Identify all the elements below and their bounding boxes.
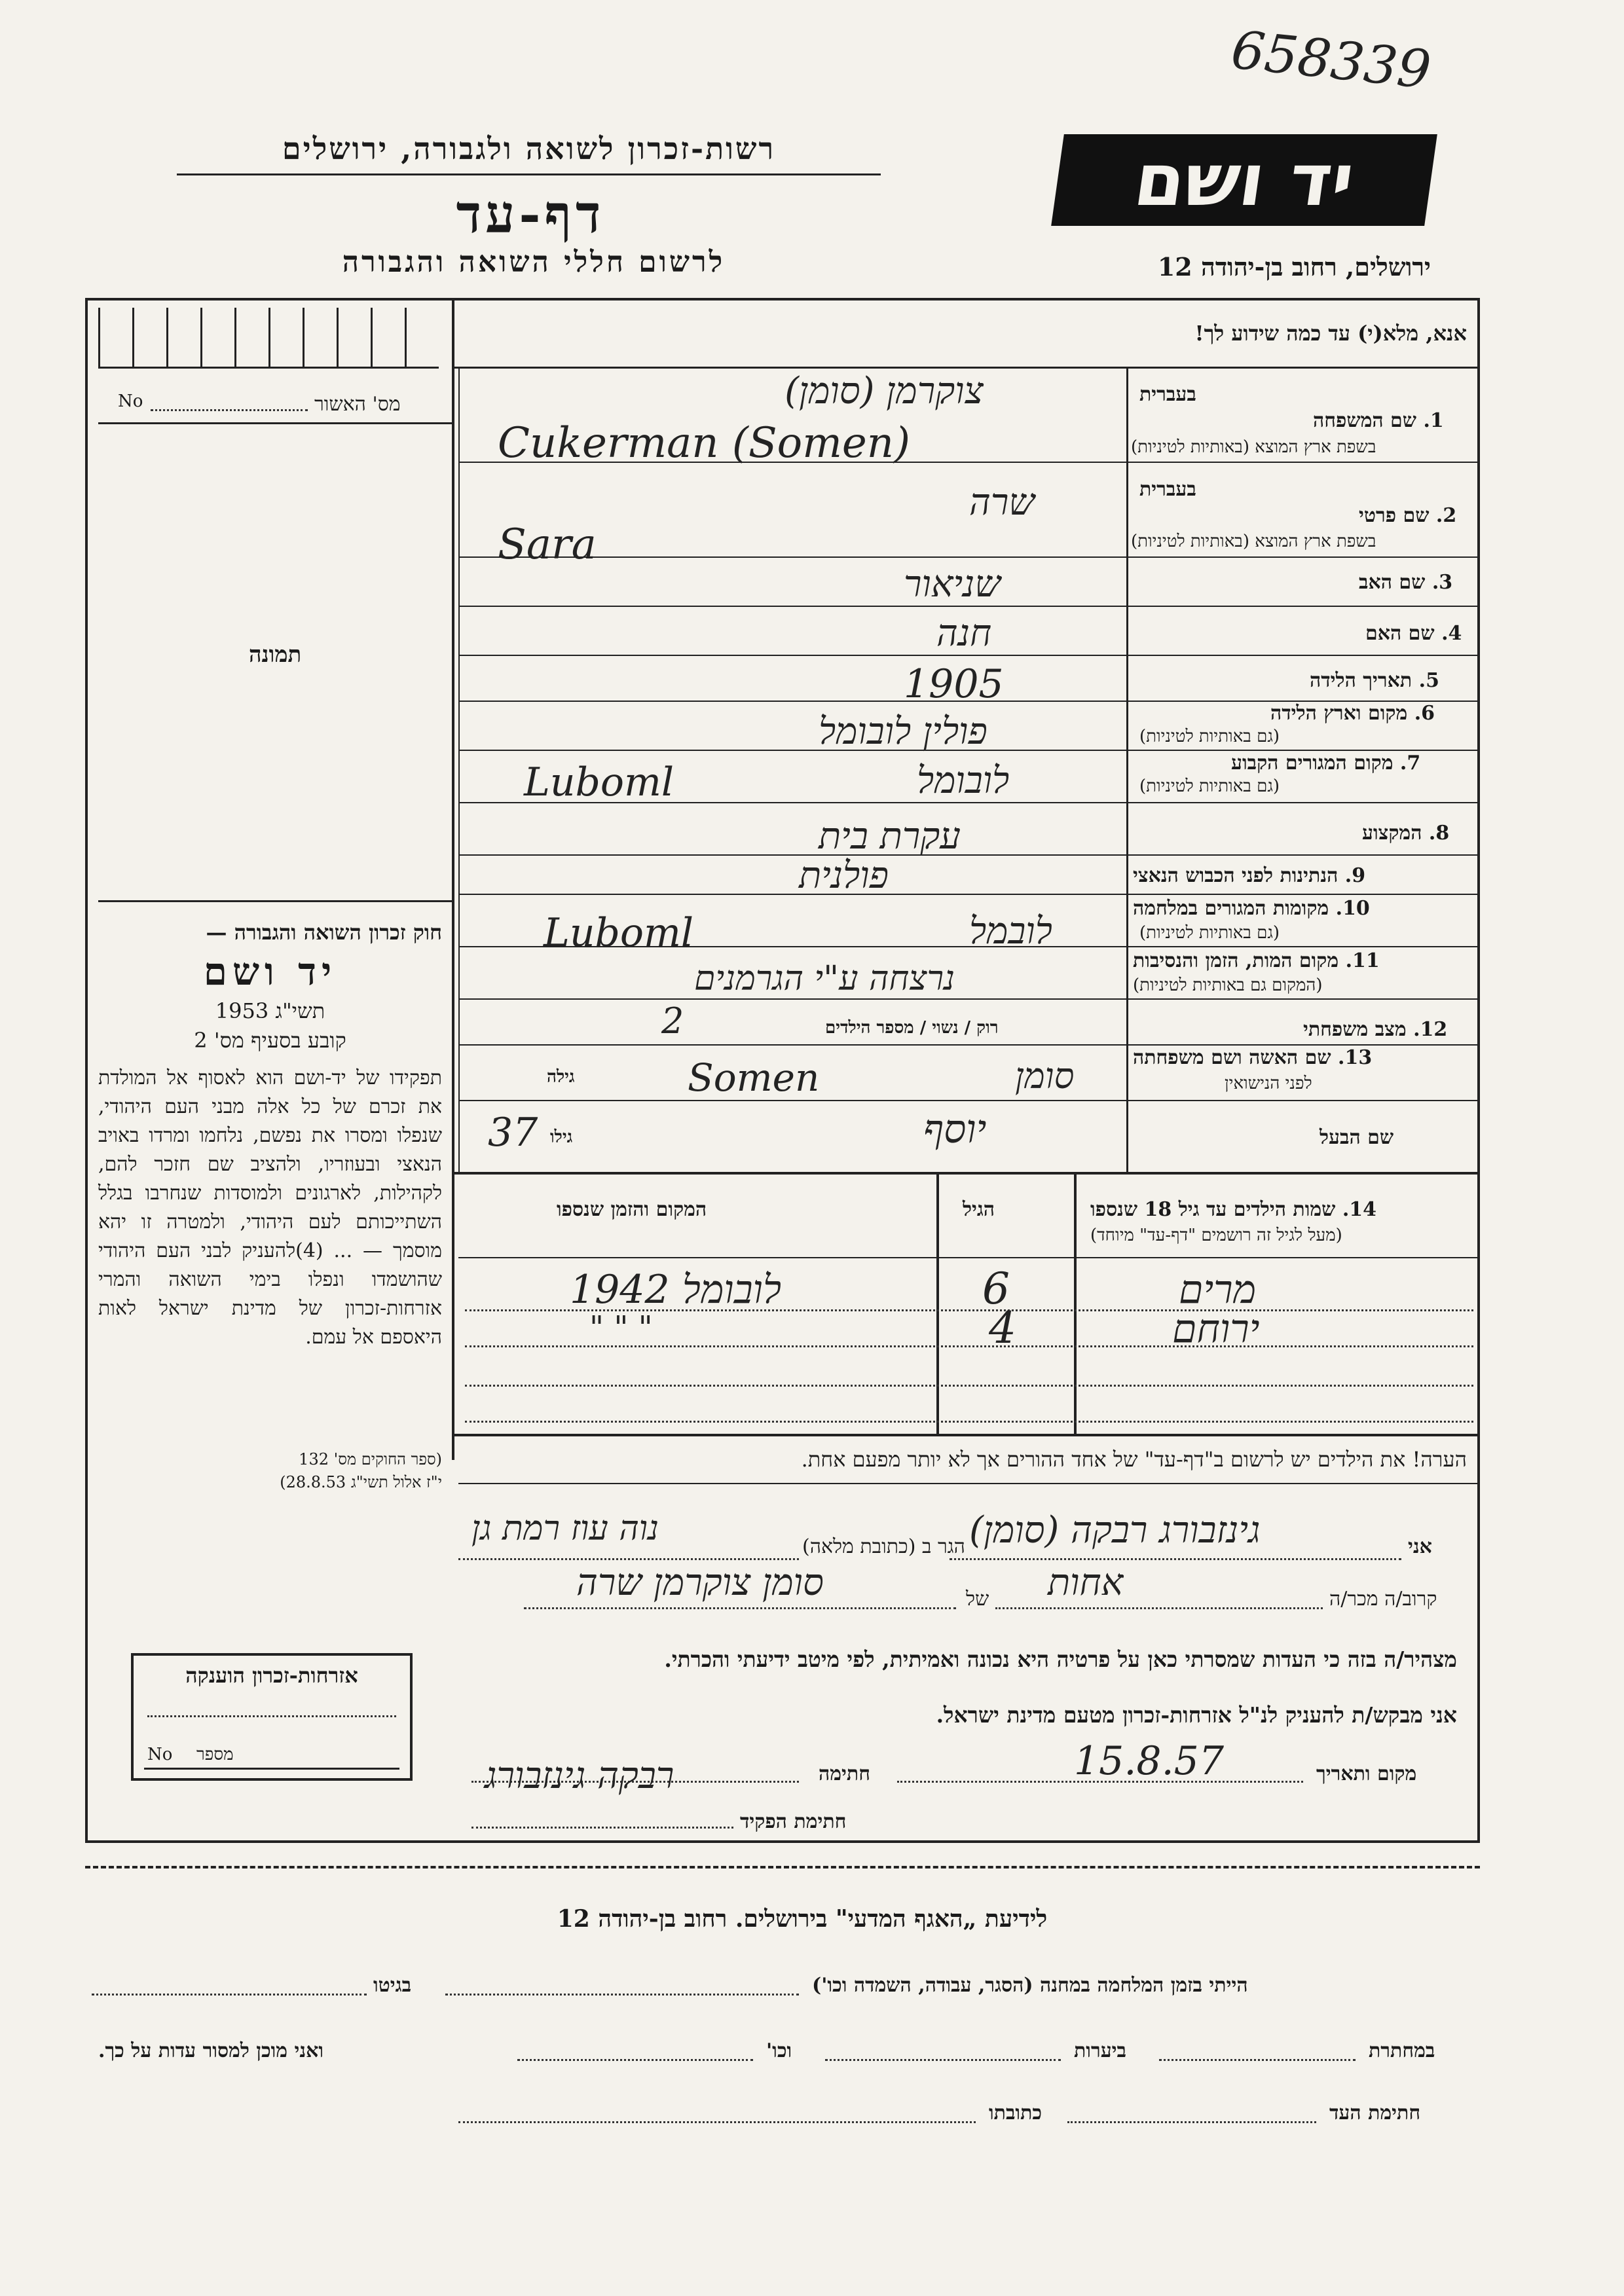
field-7-sub: (גם באותיות לטיניות) [1139, 776, 1280, 796]
footer-line1: הייתי בזמן המלחמה במחנה (הסגר, עבודה, השמדה וכו') [812, 1974, 1248, 1997]
husband-label: שם הבעל [1320, 1126, 1394, 1149]
field-11-label: 11. מקום המות, הזמן והנסיבות [1133, 949, 1380, 972]
field-12-inline: רוק / נשוי / מספר הילדים [825, 1018, 999, 1038]
field-10-value-latin: Luboml [544, 910, 694, 956]
field-13-age-label: גילה [547, 1067, 575, 1087]
field-2-label: 2. שם פרטי [1359, 504, 1457, 527]
footer-notice: לידיעת „האגף המדעי" בירושלים. רחוב בן-יהודה 12 [557, 1905, 1048, 1933]
footer-divider [85, 1866, 1480, 1868]
archive-number: 658339 [1228, 19, 1434, 101]
field-11-value: נרצחה ע"י הגרמנים [694, 959, 955, 998]
relative-value: אחות [1048, 1561, 1124, 1604]
yad-vashem-logo [1051, 134, 1437, 226]
husband-value: יוסף [923, 1106, 987, 1152]
field-1-sub: בשפת ארץ המוצא (באותיות לטיניות) [1131, 437, 1376, 457]
field-3-label: 3. שם האב [1359, 571, 1453, 594]
law-ref-2: י"ז אלול תשי"ג 28.8.53) [280, 1473, 442, 1491]
field-11-sub: (המקום גם באותיות לטיניות) [1133, 975, 1323, 995]
field-2-value-hebrew: שרה [969, 481, 1035, 524]
approval-no-mark: No [118, 392, 143, 411]
footer-line1-end: בגיטו [373, 1974, 412, 1997]
field-10-value: לובמל [969, 910, 1052, 953]
field-8-value: עקרת בית [819, 815, 961, 858]
instruction: אנא, מלא(י) עד כמה שידוע לך! [1194, 321, 1467, 346]
signature-value: רבקה גינזבורג [485, 1755, 674, 1797]
children-sub: (מעל לגיל זה רושמים "דף-עד" מיוחד) [1090, 1226, 1342, 1245]
law-text: תפקידו של יד-ושם הוא לאסוף אל המולדת את זכרם של כל אלה מבני העם היהודי, שנפלו ומסרו את נפשם, נלחמו ומרדו באויב הנאצי ובעוזריו, ולהציב שם חזכר להם, לקהילות, לארגונים ולמוסדות שנחרבו בגלל השתייכותם לעם היהודי, ולמטרה זו יהא מוסמך — ... (4)להעניק לבני העם היהודי שהושמדו ונפלו בימי השואה והמרי אזרחות-זכרון של מדינת ישראל לאות היאספם אל עמם. [98, 1066, 443, 1349]
logo-text: יד ושם [1129, 138, 1359, 222]
declaration-statement: מצהיר/ה בזה כי העדות שמסרתי כאן על פרטיה היא נכונה ואמיתית, לפי מיטב ידיעתי והכרתי. [664, 1647, 1457, 1672]
field-7-value: לובומל [917, 759, 1010, 802]
field-8-label: 8. המקצוע [1362, 822, 1450, 845]
law-year: תשי"ג 1953 [215, 998, 325, 1023]
children-note: הערה! את הילדים יש לרשום ב"דף-עד" של אחד ההורים אך לא יותר מפעם אחת. [801, 1447, 1467, 1472]
child-1-place: לובומל 1942 [570, 1267, 782, 1313]
field-3-value: שניאור [904, 563, 1001, 606]
field-7-label: 7. מקום המגורים הקבוע [1231, 752, 1421, 774]
children-col-place: המקום והזמן שנספו [557, 1198, 707, 1221]
citizenship-no-mark: No [147, 1745, 173, 1764]
relative-label: קרוב/ה מכר/ה [1329, 1588, 1437, 1611]
footer-underground: במחתרת [1369, 2039, 1435, 2062]
field-13-value: סומן [1015, 1055, 1075, 1097]
resides-label: הגר ב (כתובת מלאה) [802, 1535, 965, 1558]
footer-witness-address: כתובתו [989, 2102, 1043, 2124]
field-10-sub: (גם באותיות לטיניות) [1139, 923, 1280, 943]
field-1-value-latin: Cukerman (Somen) [498, 419, 910, 467]
field-4-label: 4. שם האם [1365, 622, 1462, 645]
field-6-label: 6. מקום וארץ הלידה [1270, 702, 1435, 725]
field-1-label: 1. שם המשפחה [1313, 409, 1444, 432]
children-label: 14. שמות הילדים עד גיל 18 שנספו [1090, 1198, 1377, 1221]
field-6-sub: (גם באותיות לטיניות) [1139, 727, 1280, 746]
child-1-name: מרים [1179, 1267, 1257, 1313]
field-7-value-latin: Luboml [524, 759, 674, 805]
form-subtitle: לרשום חללי השואה והגבורה [342, 246, 726, 279]
child-2-name: ירוחם [1172, 1306, 1260, 1352]
approval-tick-strip [98, 308, 439, 369]
law-ref-1: (ספר החוקים מס' 132 [299, 1450, 442, 1468]
declaration-request: אני מבקש/ת להעניק לנ"ל אזרחות-זכרון מטעם מדינת ישראל. [936, 1702, 1457, 1728]
children-col-age: הגיל [963, 1198, 995, 1221]
field-10-label: 10. מקומות המגורים במלחמה [1133, 897, 1370, 920]
footer-forests: ביערות [1074, 2039, 1127, 2062]
law-heading: חוק זכרון השואה והגבורה — [206, 920, 442, 945]
field-13-value-latin: Somen [688, 1055, 820, 1100]
footer-etc: וכו' [766, 2039, 792, 2062]
husband-age-value: 37 [488, 1110, 538, 1156]
footer-witness-signature: חתימת העד [1329, 2102, 1421, 2124]
field-13-sub: לפני הנישואין [1225, 1074, 1312, 1093]
declarant-label: אני [1408, 1535, 1432, 1558]
place-date-label: מקום ותאריך [1316, 1762, 1417, 1785]
citizenship-no-label: מספר [196, 1745, 234, 1764]
officer-signature-label: חתימת הפקיד [740, 1810, 847, 1833]
law-clause: קובע בסעיף מס' 2 [194, 1028, 346, 1053]
place-date-value: 15.8.57 [1074, 1738, 1225, 1784]
child-2-place: " " " [589, 1309, 653, 1346]
field-5-label: 5. תאריך הלידה [1310, 669, 1439, 692]
citizenship-box-title: אזרחות-זכרון הוענקה [185, 1663, 358, 1688]
declarant-address: נוה עוז רמת גן [471, 1509, 659, 1548]
husband-age-label: גילו [550, 1127, 573, 1147]
field-2-sub: בשפת ארץ המוצא (באותיות לטיניות) [1131, 532, 1376, 551]
field-12-value: 2 [661, 1000, 684, 1042]
declarant-name: גינזבורג רבקה (סומן) [969, 1509, 1261, 1552]
field-12-label: 12. מצב משפחתי [1303, 1018, 1448, 1041]
law-name: יד ושם [203, 949, 337, 994]
field-9-value: פולנית [799, 854, 889, 897]
field-6-value: פולין לובומל [819, 710, 987, 753]
field-9-label: 9. הנתינות לפני הכבוש הנאצי [1133, 864, 1366, 887]
photo-label: תמונה [249, 642, 302, 668]
field-4-value: חנה [936, 612, 992, 655]
hebrew-tag-2: בעברית [1139, 478, 1196, 501]
header-address: ירושלים, רחוב בן-יהודה 12 [1157, 252, 1431, 282]
child-2-age: 4 [989, 1303, 1016, 1353]
footer-ready: ואני מוכן למסור עדות על כך. [98, 2039, 324, 2062]
of-label: של [966, 1588, 989, 1611]
of-value: סומן צוקרמן שרה [576, 1561, 824, 1604]
form-title: דף-עד [456, 183, 605, 245]
approval-no-label: מס' האשור [314, 393, 401, 416]
field-2-value-latin: Sara [498, 520, 597, 569]
hebrew-tag-1: בעברית [1139, 383, 1196, 406]
signature-label: חתימה [819, 1762, 870, 1785]
field-13-label: 13. שם האשה ושם משפחתה [1133, 1046, 1373, 1069]
child-1-age: 6 [982, 1264, 1010, 1314]
authority-line: רשות-זכרון לשואה ולגבורה, ירושלים [282, 131, 776, 166]
field-1-value-hebrew: צוקרמן (סומן) [784, 370, 984, 412]
field-5-value: 1905 [904, 661, 1004, 707]
